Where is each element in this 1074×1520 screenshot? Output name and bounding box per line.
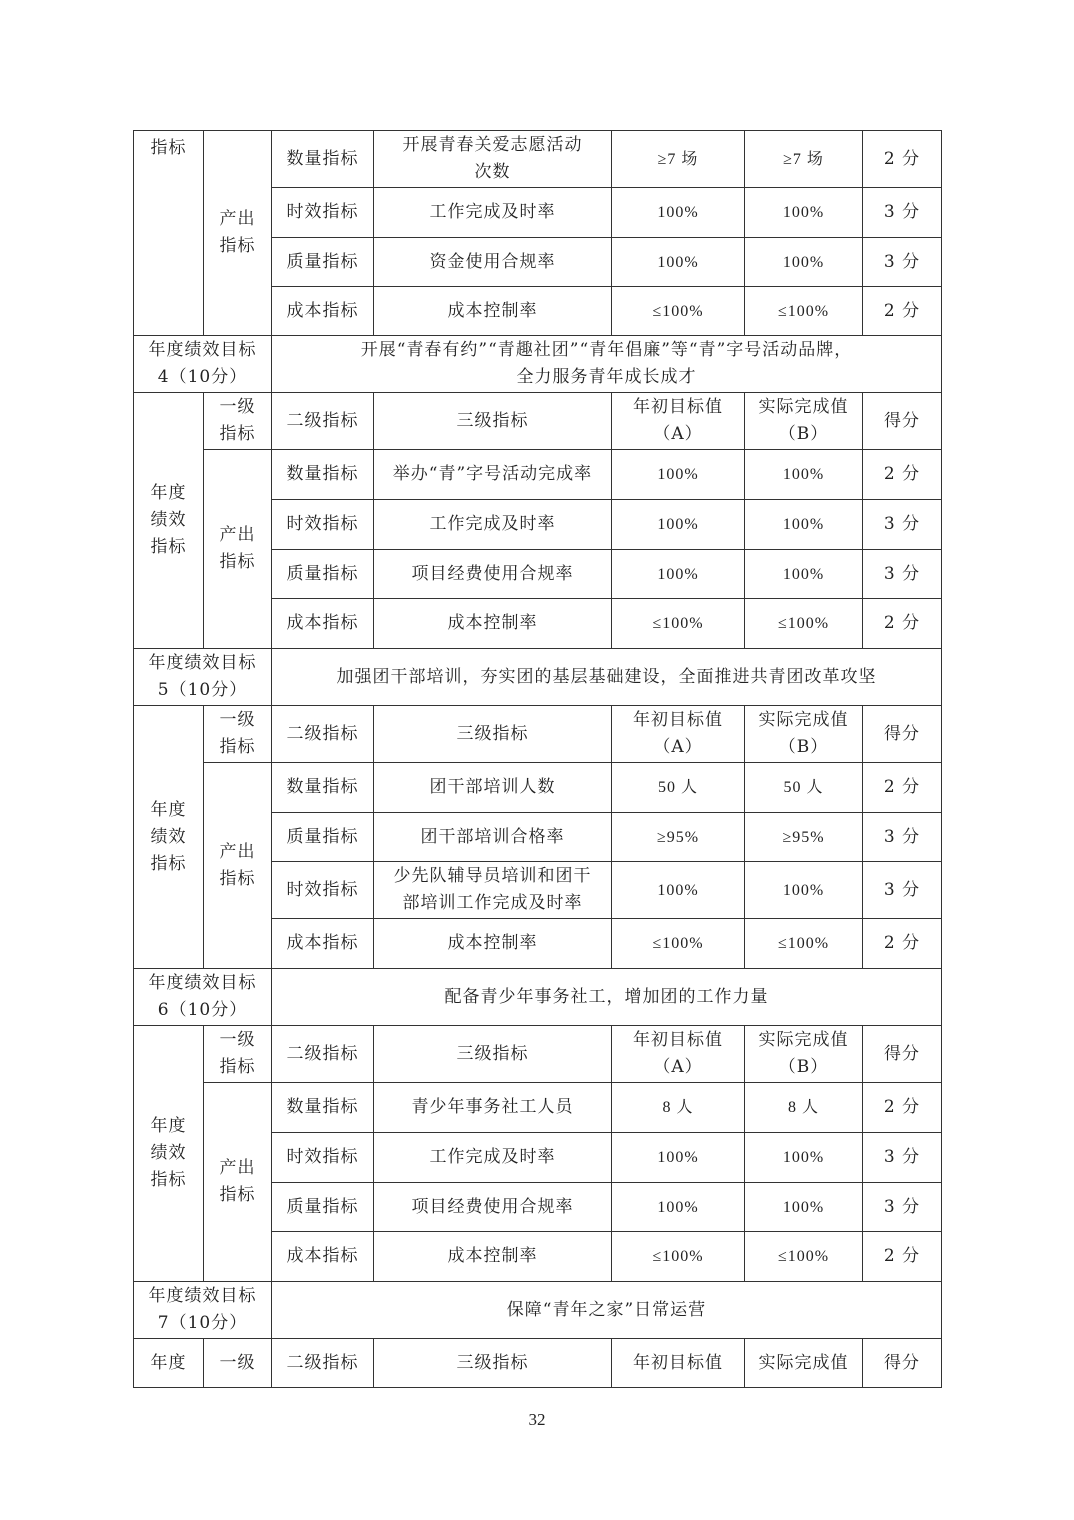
target-value-cell: 100%: [612, 550, 745, 599]
actual-value-cell: 100%: [745, 188, 863, 238]
target-value-cell: 8 人: [612, 1083, 745, 1133]
goal-row: [134, 336, 942, 393]
table-row: [134, 1083, 942, 1133]
target-value-cell: 100%: [612, 238, 745, 287]
target-value-cell: 50 人: [612, 763, 745, 813]
secondary-indicator-cell: 时效指标: [272, 500, 374, 550]
score-cell: 3 分: [863, 188, 942, 238]
tertiary-indicator-cell: 青少年事务社工人员: [374, 1083, 612, 1133]
header-row: [134, 1026, 942, 1083]
target-value-cell: 100%: [612, 862, 745, 919]
actual-header-cell: 实际完成值 （B）: [745, 706, 863, 763]
secondary-indicator-cell: 质量指标: [272, 238, 374, 287]
secondary-indicator-cell: 成本指标: [272, 919, 374, 969]
score-cell: 3 分: [863, 238, 942, 287]
score-header-cell: 得分: [863, 393, 942, 450]
level3-header-cell: 三级指标: [374, 706, 612, 763]
tertiary-indicator-cell: 项目经费使用合规率: [374, 550, 612, 599]
output-indicator-cell: 产出 指标: [204, 131, 272, 336]
actual-value-cell: 100%: [745, 450, 863, 500]
annual-indicator-cell: 指标: [134, 131, 204, 336]
table-row: [134, 131, 942, 188]
score-cell: 2 分: [863, 599, 942, 649]
target-value-cell: 100%: [612, 1183, 745, 1232]
tertiary-indicator-cell: 项目经费使用合规率: [374, 1183, 612, 1232]
goal-text-cell: 加强团干部培训，夯实团的基层基础建设，全面推进共青团改革攻坚: [272, 649, 942, 706]
target-value-cell: ≤100%: [612, 287, 745, 336]
score-cell: 2 分: [863, 1232, 942, 1282]
secondary-indicator-cell: 成本指标: [272, 1232, 374, 1282]
output-indicator-cell: 产出 指标: [204, 763, 272, 969]
target-value-cell: 100%: [612, 500, 745, 550]
score-cell: 3 分: [863, 550, 942, 599]
level2-header-cell: 二级指标: [272, 393, 374, 450]
tertiary-indicator-cell: 成本控制率: [374, 1232, 612, 1282]
tertiary-indicator-cell: 成本控制率: [374, 919, 612, 969]
tertiary-indicator-cell: 团干部培训人数: [374, 763, 612, 813]
level1-header-cell: 一级: [204, 1339, 272, 1388]
actual-value-cell: 50 人: [745, 763, 863, 813]
actual-value-cell: ≤100%: [745, 919, 863, 969]
tertiary-indicator-cell: 开展青春关爱志愿活动 次数: [374, 131, 612, 188]
score-cell: 2 分: [863, 763, 942, 813]
tertiary-indicator-cell: 成本控制率: [374, 599, 612, 649]
annual-indicator-cell: 年度 绩效 指标: [134, 1026, 204, 1282]
score-cell: 3 分: [863, 1133, 942, 1183]
actual-header-cell: 实际完成值 （B）: [745, 393, 863, 450]
goal-row: [134, 649, 942, 706]
target-value-cell: 100%: [612, 1133, 745, 1183]
target-header-cell: 年初目标值 （A）: [612, 706, 745, 763]
target-header-cell: 年初目标值: [612, 1339, 745, 1388]
page-number: 32: [528, 1410, 546, 1429]
score-header-cell: 得分: [863, 1339, 942, 1388]
tertiary-indicator-cell: 少先队辅导员培训和团干 部培训工作完成及时率: [374, 862, 612, 919]
score-cell: 2 分: [863, 919, 942, 969]
actual-value-cell: ≤100%: [745, 1232, 863, 1282]
secondary-indicator-cell: 数量指标: [272, 450, 374, 500]
secondary-indicator-cell: 时效指标: [272, 188, 374, 238]
header-row: [134, 1339, 942, 1388]
level1-header-cell: 一级 指标: [204, 706, 272, 763]
target-value-cell: ≤100%: [612, 599, 745, 649]
annual-indicator-cell: 年度 绩效 指标: [134, 393, 204, 649]
goal-text-cell: 配备青少年事务社工，增加团的工作力量: [272, 969, 942, 1026]
target-value-cell: ≥7 场: [612, 131, 745, 188]
performance-table: [133, 130, 942, 1388]
secondary-indicator-cell: 数量指标: [272, 131, 374, 188]
score-cell: 2 分: [863, 450, 942, 500]
level3-header-cell: 三级指标: [374, 1026, 612, 1083]
score-header-cell: 得分: [863, 706, 942, 763]
goal-text-cell: 开展“青春有约”“青趣社团”“青年倡廉”等“青”字号活动品牌， 全力服务青年成长成才: [272, 336, 942, 393]
actual-value-cell: 100%: [745, 862, 863, 919]
secondary-indicator-cell: 时效指标: [272, 862, 374, 919]
annual-header-cell: 年度: [134, 1339, 204, 1388]
annual-indicator-cell: 年度 绩效 指标: [134, 706, 204, 969]
secondary-indicator-cell: 成本指标: [272, 599, 374, 649]
secondary-indicator-cell: 时效指标: [272, 1133, 374, 1183]
level3-header-cell: 三级指标: [374, 393, 612, 450]
goal-label-cell: 年度绩效目标 6（10分）: [134, 969, 272, 1026]
score-header-cell: 得分: [863, 1026, 942, 1083]
actual-value-cell: ≤100%: [745, 287, 863, 336]
header-row: [134, 706, 942, 763]
header-row: [134, 393, 942, 450]
tertiary-indicator-cell: 工作完成及时率: [374, 500, 612, 550]
tertiary-indicator-cell: 举办“青”字号活动完成率: [374, 450, 612, 500]
score-cell: 2 分: [863, 1083, 942, 1133]
secondary-indicator-cell: 质量指标: [272, 550, 374, 599]
actual-value-cell: 100%: [745, 550, 863, 599]
score-cell: 3 分: [863, 862, 942, 919]
actual-value-cell: ≥95%: [745, 813, 863, 862]
level3-header-cell: 三级指标: [374, 1339, 612, 1388]
goal-row: [134, 1282, 942, 1339]
output-indicator-cell: 产出 指标: [204, 450, 272, 649]
goal-text-cell: 保障“青年之家”日常运营: [272, 1282, 942, 1339]
secondary-indicator-cell: 质量指标: [272, 1183, 374, 1232]
actual-value-cell: 100%: [745, 1183, 863, 1232]
target-value-cell: ≥95%: [612, 813, 745, 862]
table-row: [134, 763, 942, 813]
tertiary-indicator-cell: 成本控制率: [374, 287, 612, 336]
score-cell: 3 分: [863, 500, 942, 550]
output-indicator-cell: 产出 指标: [204, 1083, 272, 1282]
target-value-cell: 100%: [612, 450, 745, 500]
level1-header-cell: 一级 指标: [204, 1026, 272, 1083]
secondary-indicator-cell: 质量指标: [272, 813, 374, 862]
target-value-cell: 100%: [612, 188, 745, 238]
actual-value-cell: 100%: [745, 500, 863, 550]
actual-value-cell: 100%: [745, 238, 863, 287]
target-header-cell: 年初目标值 （A）: [612, 393, 745, 450]
target-value-cell: ≤100%: [612, 1232, 745, 1282]
secondary-indicator-cell: 成本指标: [272, 287, 374, 336]
secondary-indicator-cell: 数量指标: [272, 763, 374, 813]
actual-value-cell: ≥7 场: [745, 131, 863, 188]
table-row: [134, 450, 942, 500]
target-value-cell: ≤100%: [612, 919, 745, 969]
tertiary-indicator-cell: 工作完成及时率: [374, 1133, 612, 1183]
tertiary-indicator-cell: 工作完成及时率: [374, 188, 612, 238]
goal-label-cell: 年度绩效目标 4（10分）: [134, 336, 272, 393]
secondary-indicator-cell: 数量指标: [272, 1083, 374, 1133]
actual-header-cell: 实际完成值: [745, 1339, 863, 1388]
actual-value-cell: ≤100%: [745, 599, 863, 649]
actual-value-cell: 8 人: [745, 1083, 863, 1133]
tertiary-indicator-cell: 团干部培训合格率: [374, 813, 612, 862]
tertiary-indicator-cell: 资金使用合规率: [374, 238, 612, 287]
goal-row: [134, 969, 942, 1026]
level2-header-cell: 二级指标: [272, 706, 374, 763]
goal-label-cell: 年度绩效目标 5（10分）: [134, 649, 272, 706]
score-cell: 2 分: [863, 287, 942, 336]
level1-header-cell: 一级 指标: [204, 393, 272, 450]
score-cell: 3 分: [863, 813, 942, 862]
target-header-cell: 年初目标值 （A）: [612, 1026, 745, 1083]
goal-label-cell: 年度绩效目标 7（10分）: [134, 1282, 272, 1339]
level2-header-cell: 二级指标: [272, 1026, 374, 1083]
score-cell: 3 分: [863, 1183, 942, 1232]
actual-header-cell: 实际完成值 （B）: [745, 1026, 863, 1083]
level2-header-cell: 二级指标: [272, 1339, 374, 1388]
score-cell: 2 分: [863, 131, 942, 188]
actual-value-cell: 100%: [745, 1133, 863, 1183]
